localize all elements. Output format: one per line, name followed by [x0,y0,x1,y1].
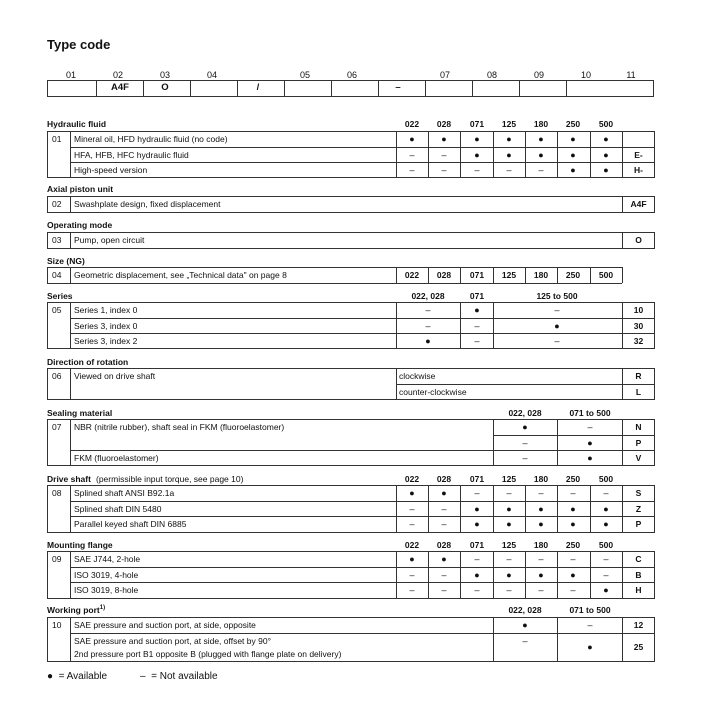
code-value-02: A4F [111,82,129,93]
option-label: Pump, open circuit [74,235,145,245]
size-cell: 500 [598,270,614,280]
table-divider [70,302,71,348]
rotation-direction: clockwise [399,371,436,381]
code-dash: – [395,82,401,93]
working-port-mark: ● [522,620,528,630]
position-number: 11 [626,70,636,80]
table-divider [70,131,71,177]
mounting-flange-mark: – [538,585,544,595]
mounting-flange-mark: ● [506,570,512,580]
series-mark: – [425,305,431,315]
table-rule [47,177,655,178]
drive-shaft-mark: – [441,504,447,514]
mounting-flange-mark: – [506,585,512,595]
hydraulic-fluid-mark: ● [538,134,544,144]
drive-shaft-mark: ● [538,519,544,529]
table-divider [47,131,48,177]
option-label: SAE pressure and suction port, at side, opposite [74,620,256,630]
option-code: O [635,235,642,245]
table-divider [47,617,48,661]
not-available-label: = Not available [151,671,218,682]
option-label: SAE J744, 2-hole [74,554,141,564]
section-title-operating-mode: Operating mode [47,220,113,230]
option-label: Geometric displacement, see „Technical data" on page 8 [74,270,287,280]
position-number: 09 [533,70,544,80]
table-divider [460,485,461,532]
series-mark: ● [425,336,431,346]
hydraulic-fluid-mark: ● [506,150,512,160]
hydraulic-fluid-mark: ● [474,134,480,144]
table-rule [47,485,655,486]
series-col-head: 125 to 500 [536,291,578,301]
drive-shaft-mark: ● [474,519,480,529]
position-number: 10 [580,70,591,80]
position-number: 04 [206,70,217,80]
drive-shaft-mark: ● [538,504,544,514]
table-divider [622,267,623,283]
row-number-07: 07 [52,422,62,432]
drive-shaft-mark: – [409,519,415,529]
hydraulic-fluid-mark: ● [570,150,576,160]
drive-shaft-size-head: 500 [598,474,614,484]
table-rule [47,551,655,552]
drive-shaft-mark: ● [474,504,480,514]
code-cell-divider [284,81,285,96]
option-code: V [635,453,642,463]
table-divider [460,551,461,598]
drive-shaft-mark: ● [409,488,415,498]
mounting-flange-size-head: 071 [469,540,485,550]
drive-shaft-mark: – [441,519,447,529]
option-code: H- [634,165,643,175]
section-title-size: Size (NG) [47,256,85,266]
table-rule [70,582,655,583]
mounting-flange-size-head: 125 [501,540,517,550]
row-number-08: 08 [52,488,62,498]
option-label: Series 1, index 0 [74,305,138,315]
option-code: 10 [633,305,644,315]
hydraulic-fluid-mark: ● [603,150,609,160]
table-divider [47,302,48,348]
hydraulic-fluid-mark: ● [441,134,447,144]
working-port-mark: ● [587,642,593,652]
drive-shaft-mark: – [603,488,609,498]
table-rule [70,450,655,451]
position-number: 01 [65,70,76,80]
drive-shaft-mark: ● [441,488,447,498]
option-code: P [635,438,642,448]
row-number-02: 02 [52,199,62,209]
hydraulic-fluid-mark: – [409,150,415,160]
table-rule [47,419,655,420]
option-label: Series 3, index 2 [74,336,138,346]
mounting-flange-size-head: 180 [533,540,549,550]
option-label: Mineral oil, HFD hydraulic fluid (no code) [74,134,228,144]
table-rule [47,302,655,303]
option-code: C [635,554,642,564]
hydraulic-fluid-mark: ● [506,134,512,144]
section-title-working-port [47,605,105,615]
section-title-drive-shaft: Drive shaft [47,474,91,484]
sealing-mark: ● [587,453,593,463]
drive-shaft-size-head: 125 [501,474,517,484]
table-rule [47,661,655,662]
drive-shaft-mark: ● [603,519,609,529]
code-cell-divider [143,81,144,96]
mounting-flange-mark: ● [441,554,447,564]
table-divider [460,302,461,348]
hydraulic-fluid-mark: ● [409,134,415,144]
section-title-series: Series [47,291,73,301]
table-rule [70,501,655,502]
drive-shaft-mark: – [570,488,576,498]
mounting-flange-mark: – [603,570,609,580]
code-cell-divider [190,81,191,96]
hydraulic-fluid-mark: – [441,150,447,160]
position-number: 03 [159,70,170,80]
table-divider [70,419,71,465]
table-rule [47,212,655,213]
drive-shaft-mark: – [409,504,415,514]
table-divider [557,617,558,661]
row-number-05: 05 [52,305,62,315]
section-subtitle-drive-shaft: (permissible input torque, see page 10) [96,474,244,484]
table-divider [47,368,48,399]
series-mark: ● [474,305,480,315]
series-col-head: 022, 028 [411,291,445,301]
series-mark: – [554,305,560,315]
table-divider [70,232,71,248]
series-mark: – [554,336,560,346]
row-number-03: 03 [52,235,62,245]
mounting-flange-mark: ● [474,570,480,580]
sealing-mark: ● [587,438,593,448]
option-label: Viewed on drive shaft [74,371,156,381]
mounting-flange-size-head: 250 [565,540,581,550]
table-divider [47,485,48,532]
position-number: 02 [112,70,123,80]
table-rule [47,248,655,249]
table-rule [47,348,655,349]
size-cell: 028 [436,270,452,280]
option-label: Splined shaft ANSI B92.1a [74,488,175,498]
mounting-flange-mark: – [409,570,415,580]
sealing-mark: – [587,422,593,432]
option-code: H [635,585,642,595]
working-port-col-head: 071 to 500 [569,605,611,615]
position-number: 05 [299,70,310,80]
drive-shaft-mark: ● [570,519,576,529]
option-code: 32 [633,336,644,346]
series-mark: – [474,321,480,331]
sealing-col-head: 071 to 500 [569,408,611,418]
mounting-flange-mark: – [441,570,447,580]
legend-available [47,671,107,682]
option-label: High-speed version [74,165,148,175]
table-divider [493,419,494,465]
series-col-head: 071 [469,291,485,301]
code-cell-divider [566,81,567,96]
section-title-sealing-material: Sealing material [47,408,113,418]
table-divider [47,232,48,248]
hydraulic-fluid-mark: ● [603,134,609,144]
table-divider [493,302,494,348]
option-code: 30 [633,321,644,331]
size-cell: 250 [565,270,581,280]
table-divider [70,267,71,283]
mounting-flange-mark: ● [570,570,576,580]
drive-shaft-mark: ● [506,519,512,529]
section-title-axial-piston-unit: Axial piston unit [47,184,114,194]
table-divider [557,419,558,465]
option-code: Z [635,504,642,514]
size-cell: 022 [404,270,420,280]
table-divider [70,196,71,212]
table-rule [47,267,622,268]
hydraulic-fluid-mark: ● [570,134,576,144]
hydraulic-fluid-mark: – [441,165,447,175]
table-divider [460,267,461,283]
table-rule [70,318,655,319]
position-number: 06 [346,70,357,80]
drive-shaft-mark: – [474,488,480,498]
hydraulic-fluid-size-head: 125 [501,119,517,129]
mounting-flange-mark: – [570,585,576,595]
code-cell-divider [519,81,520,96]
series-mark: – [425,321,431,331]
hydraulic-fluid-mark: ● [603,165,609,175]
working-port-title-text: Working port [47,605,100,615]
sealing-col-head: 022, 028 [508,408,542,418]
table-divider [460,131,461,177]
table-rule [47,283,622,284]
row-number-01: 01 [52,134,62,144]
option-code: 25 [633,642,644,652]
option-label: NBR (nitrile rubber), shaft seal in FKM (fluoroelastomer) [74,422,285,432]
mounting-flange-mark: ● [603,585,609,595]
table-divider [70,368,71,399]
hydraulic-fluid-mark: – [538,165,544,175]
option-label-line2: 2nd pressure port B1 opposite B (plugged with flange plate on delivery) [74,649,342,659]
drive-shaft-size-head: 071 [469,474,485,484]
row-number-06: 06 [52,371,62,381]
table-divider [70,485,71,532]
working-port-col-head: 022, 028 [508,605,542,615]
option-label: Swashplate design, fixed displacement [74,199,221,209]
option-code: S [635,488,642,498]
table-rule [47,617,655,618]
table-rule [47,598,655,599]
hydraulic-fluid-mark: ● [538,150,544,160]
mounting-flange-mark: – [570,554,576,564]
mounting-flange-mark: – [441,585,447,595]
size-cell: 071 [469,270,485,280]
mounting-flange-mark: ● [409,554,415,564]
option-label: Parallel keyed shaft DIN 6885 [74,519,187,529]
option-label: HFA, HFB, HFC hydraulic fluid [74,150,189,160]
size-cell: 180 [533,270,549,280]
table-divider [396,302,397,348]
table-divider [396,368,397,399]
mounting-flange-size-head: 500 [598,540,614,550]
mounting-flange-mark: – [474,554,480,564]
row-number-09: 09 [52,554,62,564]
table-rule [47,131,655,132]
table-divider [70,551,71,598]
drive-shaft-mark: ● [603,504,609,514]
page-title: Type code [47,37,111,52]
option-label: ISO 3019, 8-hole [74,585,139,595]
table-divider [493,617,494,661]
table-rule [70,162,655,163]
hydraulic-fluid-size-head: 071 [469,119,485,129]
option-code: N [635,422,642,432]
table-rule [47,399,655,400]
drive-shaft-mark: – [506,488,512,498]
drive-shaft-size-head: 022 [404,474,420,484]
option-code: A4F [630,199,647,209]
option-code: R [635,371,642,381]
table-rule [70,516,655,517]
table-rule [70,333,655,334]
position-number: 07 [439,70,450,80]
section-title-direction-of-rotation: Direction of rotation [47,357,129,367]
sealing-mark: ● [522,422,528,432]
table-divider [47,419,48,465]
not-available-symbol: – [140,671,146,682]
mounting-flange-size-head: 022 [404,540,420,550]
position-number: 08 [486,70,497,80]
drive-shaft-size-head: 028 [436,474,452,484]
legend-not-available [140,671,218,682]
hydraulic-fluid-size-head: 180 [533,119,549,129]
hydraulic-fluid-mark: – [506,165,512,175]
available-symbol: ● [47,671,54,682]
drive-shaft-mark: ● [506,504,512,514]
section-title-mounting-flange: Mounting flange [47,540,113,550]
table-rule [396,384,655,385]
mounting-flange-mark: – [603,554,609,564]
option-code: 12 [633,620,644,630]
table-divider [47,196,48,212]
mounting-flange-mark: – [538,554,544,564]
mounting-flange-mark: – [409,585,415,595]
drive-shaft-mark: ● [570,504,576,514]
mounting-flange-mark: ● [538,570,544,580]
table-rule [47,465,655,466]
table-divider [47,551,48,598]
option-label: FKM (fluoroelastomer) [74,453,159,463]
option-code: E- [634,150,643,160]
option-label: Series 3, index 0 [74,321,138,331]
hydraulic-fluid-size-head: 250 [565,119,581,129]
hydraulic-fluid-size-head: 022 [404,119,420,129]
rotation-direction: counter-clockwise [399,387,467,397]
table-rule [47,368,655,369]
hydraulic-fluid-mark: ● [474,150,480,160]
sealing-mark: – [522,438,528,448]
option-code: L [635,387,642,397]
table-divider [70,617,71,661]
mounting-flange-size-head: 028 [436,540,452,550]
option-label: SAE pressure and suction port, at side, offset by 90° [74,636,271,646]
drive-shaft-size-head: 250 [565,474,581,484]
option-code: B [635,570,642,580]
row-number-10: 10 [52,620,62,630]
hydraulic-fluid-mark: – [474,165,480,175]
available-label: = Available [58,671,108,682]
section-title-hydraulic-fluid: Hydraulic fluid [47,119,107,129]
footnote-marker: 1) [99,605,106,612]
table-rule [70,147,655,148]
code-cell-divider [425,81,426,96]
code-cell-divider [472,81,473,96]
table-divider [47,267,48,283]
table-rule [47,196,655,197]
size-cell: 125 [501,270,517,280]
drive-shaft-mark: – [538,488,544,498]
series-mark: ● [554,321,560,331]
row-number-04: 04 [52,270,62,280]
code-cell-divider [331,81,332,96]
working-port-mark: – [587,620,593,630]
option-code: P [635,519,642,529]
hydraulic-fluid-size-head: 028 [436,119,452,129]
table-rule [47,232,655,233]
table-rule [70,567,655,568]
table-rule [70,633,655,634]
table-rule [493,435,655,436]
mounting-flange-mark: – [474,585,480,595]
sealing-mark: – [522,453,528,463]
mounting-flange-mark: – [506,554,512,564]
code-cell-divider [96,81,97,96]
drive-shaft-size-head: 180 [533,474,549,484]
series-mark: – [474,336,480,346]
working-port-mark: – [522,636,528,646]
hydraulic-fluid-size-head: 500 [598,119,614,129]
option-label: Splined shaft DIN 5480 [74,504,162,514]
table-rule [47,532,655,533]
hydraulic-fluid-mark: – [409,165,415,175]
code-value-03: O [161,82,169,93]
option-label: ISO 3019, 4-hole [74,570,139,580]
code-slash: / [256,82,260,93]
hydraulic-fluid-mark: ● [570,165,576,175]
